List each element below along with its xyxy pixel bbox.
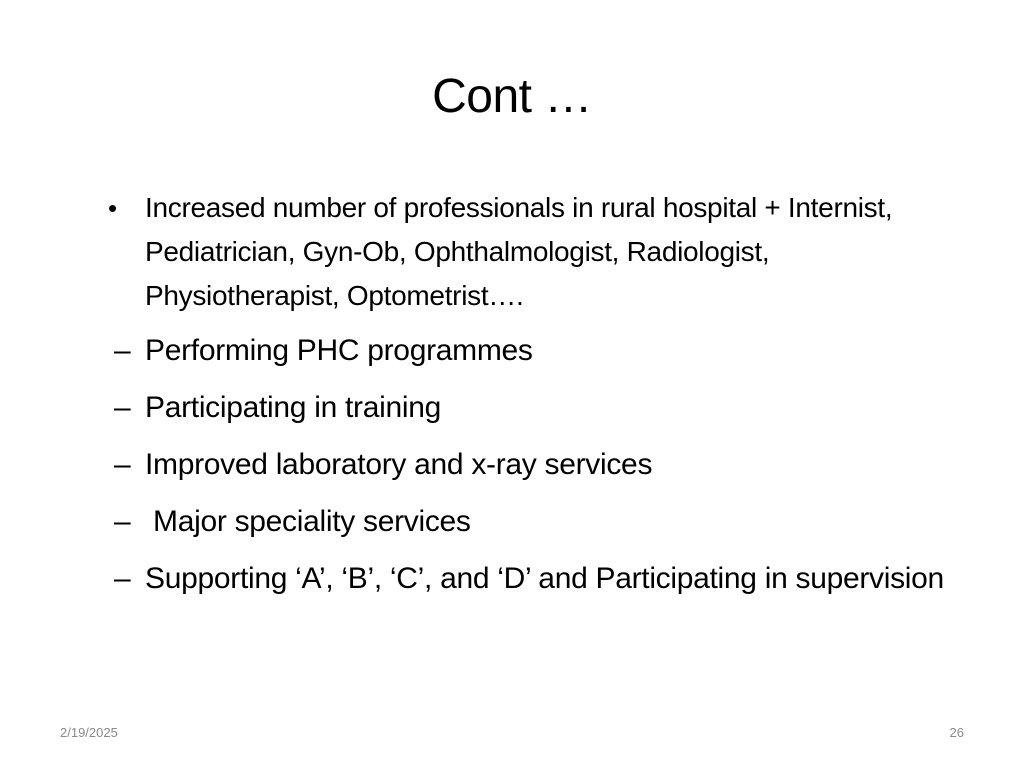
dash-marker: – xyxy=(114,391,131,424)
sub-item-text: Supporting ‘A’, ‘B’, ‘C’, and ‘D’ and Participating in supervision xyxy=(145,562,944,595)
sub-item xyxy=(100,384,960,432)
dash-marker: – xyxy=(114,448,131,481)
sub-item-text: Performing PHC programmes xyxy=(145,334,533,367)
bullet-item xyxy=(100,186,960,318)
dash-marker: – xyxy=(114,334,131,367)
sub-item xyxy=(100,441,960,489)
sub-item xyxy=(100,555,960,603)
slide-number: 26 xyxy=(949,725,964,740)
slide-title: Cont … xyxy=(432,70,592,123)
sub-item xyxy=(100,327,960,375)
sub-item-text: Major speciality services xyxy=(145,505,471,538)
footer-date: 2/19/2025 xyxy=(60,725,118,740)
sub-item-text: Improved laboratory and x-ray services xyxy=(145,448,653,481)
slide-content xyxy=(100,186,960,603)
dash-marker: – xyxy=(114,562,131,595)
bullet-text: Increased number of professionals in rural hospital + Internist, Pediatrician, Gyn-Ob, Ophthalmologist, Radiologist, Physiotherapist, Optometrist…. xyxy=(145,192,893,311)
sub-item-text: Participating in training xyxy=(145,391,442,424)
bullet-marker: • xyxy=(108,193,117,223)
dash-marker: – xyxy=(114,505,131,538)
sub-item xyxy=(100,498,960,546)
